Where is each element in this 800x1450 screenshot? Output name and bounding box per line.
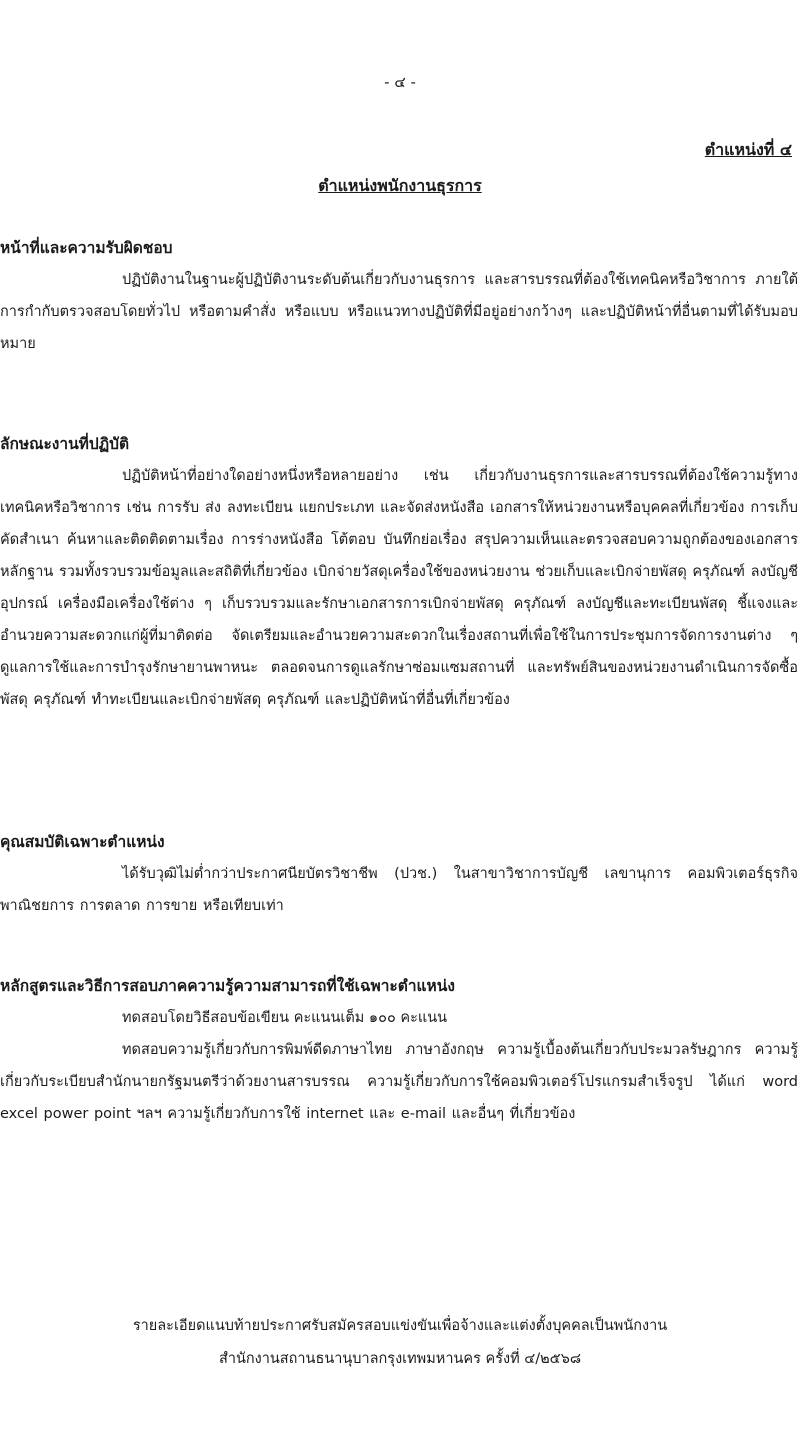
work-nature-heading: ลักษณะงานที่ปฏิบัติ xyxy=(0,435,130,453)
footer-line-2: สำนักงานสถานธนานุบาลกรุงเทพมหานคร ครั้งที่ ๔/๒๕๖๘ xyxy=(218,1351,582,1367)
document-footer xyxy=(0,1310,800,1376)
position-number: ตำแหน่งที่ ๔ xyxy=(704,140,792,159)
page-number: - ๔ - xyxy=(384,73,416,91)
work-nature-section xyxy=(0,428,800,716)
qualifications-heading: คุณสมบัติเฉพาะตำแหน่ง xyxy=(0,833,165,851)
work-nature-text: ปฏิบัติหน้าที่อย่างใดอย่างหนึ่งหรือหลายอย่าง เช่น เกี่ยวกับงานธุรการและสารบรรณที่ต้องใช้ความรู้ทางเทคนิคหรือวิชาการ เช่น การรับ ส่ง ลงทะเบียน แยกประเภท และจัดส่งหนังสือ เอกสารให้หน่วยงานหรือบุคคลที่เกี่ยวข้อง การเก็บ คัดสำเนา ค้นหาและติดติดตามเรื่อง การร่างหนังสือ โต้ตอบ บันทึกย่อเรื่อง สรุปความเห็นและตรวจสอบความถูกต้องของเอกสารหลักฐาน รวมทั้งรวบรวมข้อมูลและสถิติที่เกี่ยวข้อง เบิกจ่ายวัสดุเครื่องใช้ของหน่วยงาน ช่วยเก็บและเบิกจ่ายพัสดุ ครุภัณฑ์ ลงบัญชี อุปกรณ์ เครื่องมือเครื่องใช้ต่าง ๆ เก็บรวบรวมและรักษาเอกสารการเบิกจ่ายพัสดุ ครุภัณฑ์ ลงบัญชีและทะเบียนพัสดุ ชี้แจงและอำนวยความสะดวกแก่ผู้ที่มาติดต่อ จัดเตรียมและอำนวยความสะดวกในเรื่องสถานที่เพื่อใช้ในการประชุมการจัดการงานต่าง ๆ ดูแลการใช้และการบำรุงรักษายานพาหนะ ตลอดจนการดูแลรักษาซ่อมแซมสถานที่ และทรัพย์สินของหน่วยงานดำเนินการจัดซื้อพัสดุ ครุภัณฑ์ ทำทะเบียนและเบิกจ่ายพัสดุ ครุภัณฑ์ และปฏิบัติหน้าที่อื่นที่เกี่ยวข้อง xyxy=(0,468,798,708)
footer-line-1: รายละเอียดแนบท้ายประกาศรับสมัครสอบแข่งขันเพื่อจ้างและแต่งตั้งบุคคลเป็นพนักงาน xyxy=(132,1318,668,1334)
duties-text: ปฏิบัติงานในฐานะผู้ปฏิบัติงานระดับต้นเกี่ยวกับงานธุรการ และสารบรรณที่ต้องใช้เทคนิคหรือวิชาการ ภายใต้การกำกับตรวจสอบโดยทั่วไป หรือตามคำสั่ง หรือแบบ หรือแนวทางปฏิบัติที่มีอยู่อย่างกว้างๆ และปฏิบัติหน้าที่อื่นตามที่ได้รับมอบหมาย xyxy=(0,272,798,352)
exam-content: ทดสอบความรู้เกี่ยวกับการพิมพ์ดีดภาษาไทย ภาษาอังกฤษ ความรู้เบื้องต้นเกี่ยวกับประมวลรัษฎากร ความรู้เกี่ยวกับระเบียบสำนักนายกรัฐมนตรีว่าด้วยงานสารบรรณ ความรู้เกี่ยวกับการใช้คอมพิวเตอร์โปรแกรมสำเร็จรูป ได้แก่ word excel power point ฯลฯ ความรู้เกี่ยวกับการใช้ internet และ e-mail และอื่นๆ ที่เกี่ยวข้อง xyxy=(0,1042,798,1122)
qualifications-section xyxy=(0,826,800,922)
exam-section xyxy=(0,970,800,1130)
duties-section xyxy=(0,232,800,360)
position-title: ตำแหน่งพนักงานธุรการ xyxy=(318,176,482,195)
exam-method: ทดสอบโดยวิธีสอบข้อเขียน คะแนนเต็ม ๑๐๐ คะแนน xyxy=(122,1010,448,1026)
qualifications-text: ได้รับวุฒิไม่ต่ำกว่าประกาศนียบัตรวิชาชีพ (ปวช.) ในสาขาวิชาการบัญชี เลขานุการ คอมพิวเตอร์ธุรกิจ พาณิชยการ การตลาด การขาย หรือเทียบเท่า xyxy=(0,866,798,914)
duties-heading: หน้าที่และความรับผิดชอบ xyxy=(0,239,173,257)
exam-heading: หลักสูตรและวิธีการสอบภาคความรู้ความสามารถที่ใช้เฉพาะตำแหน่ง xyxy=(0,977,455,995)
